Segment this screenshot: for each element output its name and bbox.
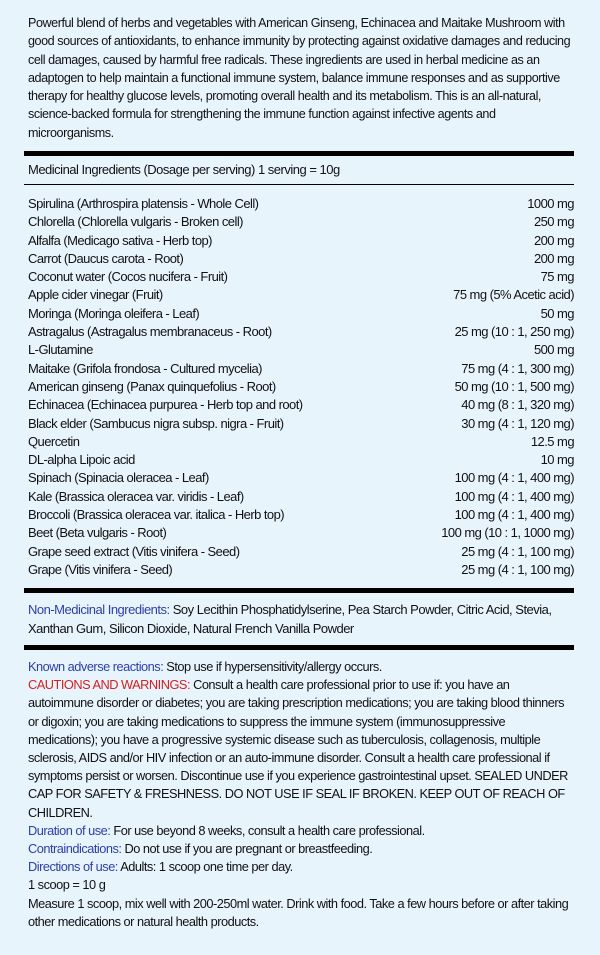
divider-thick-middle xyxy=(24,588,574,593)
ingredient-dose: 40 mg (8 : 1, 320 mg) xyxy=(461,397,574,413)
ingredient-row xyxy=(28,323,574,341)
ingredient-name: DL-alpha Lipoic acid xyxy=(28,452,135,468)
ingredient-dose: 25 mg (4 : 1, 100 mg) xyxy=(461,543,574,559)
ingredient-row xyxy=(28,524,574,542)
ingredient-dose: 75 mg (4 : 1, 300 mg) xyxy=(461,360,574,376)
ingredient-row xyxy=(28,488,574,506)
ingredient-row xyxy=(28,286,574,304)
ingredient-row xyxy=(28,360,574,378)
contraindications xyxy=(28,840,576,858)
cautions-label: CAUTIONS AND WARNINGS: xyxy=(28,677,191,693)
ingredient-dose: 75 mg xyxy=(540,269,574,285)
ingredient-table xyxy=(28,195,574,579)
ingredient-row xyxy=(28,415,574,433)
ingredient-dose: 100 mg (10 : 1, 1000 mg) xyxy=(441,525,574,541)
ingredient-name: Spinach (Spinacia oleracea - Leaf) xyxy=(28,470,209,486)
ingredient-dose: 200 mg xyxy=(533,250,574,266)
ingredient-dose: 25 mg (4 : 1, 100 mg) xyxy=(461,561,574,577)
ingredient-row xyxy=(28,232,574,250)
divider-thick-top xyxy=(24,151,574,156)
serving-header: Medicinal Ingredients (Dosage per serving) 1 serving = 10g xyxy=(28,162,340,177)
ingredient-name: Echinacea (Echinacea purpurea - Herb top and root) xyxy=(28,397,303,413)
ingredient-dose: 200 mg xyxy=(533,232,574,248)
ingredient-name: Alfalfa (Medicago sativa - Herb top) xyxy=(28,232,212,248)
non-medicinal-text: Soy Lecithin Phosphatidylserine, Pea Starch Powder, Citric Acid, Stevia, Xanthan Gum, Silicon Dioxide, Natural French Vanilla Powder xyxy=(28,602,552,636)
ingredient-dose: 250 mg xyxy=(533,214,574,230)
divider-thick-bottom xyxy=(24,645,574,650)
scoop-size: 1 scoop = 10 g xyxy=(28,877,106,893)
ingredient-dose: 10 mg xyxy=(540,452,574,468)
ingredient-dose: 1000 mg xyxy=(527,196,574,211)
ingredient-name: Apple cider vinegar (Fruit) xyxy=(28,287,163,303)
ingredient-row xyxy=(28,469,574,487)
ingredient-dose: 30 mg (4 : 1, 120 mg) xyxy=(461,415,574,431)
directions-text: Adults: 1 scoop one time per day. xyxy=(117,859,293,875)
ingredient-row xyxy=(28,561,574,579)
ingredient-row xyxy=(28,268,574,286)
adverse-text: Stop use if hypersensitivity/allergy occurs. xyxy=(163,659,382,674)
ingredient-row xyxy=(28,451,574,469)
cautions-warnings xyxy=(28,676,576,822)
product-description: Powerful blend of herbs and vegetables with American Ginseng, Echinacea and Maitake Mushroom with good sources of antioxidants, to enhance immunity by protecting against oxidative damages and reducing cell damages, caused by harmful free radicals. These ingredients are used in herbal medicine as an adaptogen to help maintain a functional immune system, balance immune responses and as supportive therapy for healthy glucose levels, promoting overall health and its metabolism. This is an all-natural, science-backed formula for strengthening the immune function against infective agents and microorganisms. xyxy=(28,16,571,140)
ingredient-row xyxy=(28,195,574,213)
ingredient-name: Grape seed extract (Vitis vinifera - Seed) xyxy=(28,543,240,559)
ingredient-name: Broccoli (Brassica oleracea var. italica - Herb top) xyxy=(28,507,285,523)
non-medicinal-section xyxy=(28,600,576,638)
ingredient-name: Carrot (Daucus carota - Root) xyxy=(28,250,184,266)
warnings-section xyxy=(28,658,576,931)
ingredient-row xyxy=(28,250,574,268)
ingredient-row xyxy=(28,433,574,451)
ingredient-row xyxy=(28,543,574,561)
ingredient-dose: 50 mg xyxy=(540,305,574,321)
duration-of-use xyxy=(28,822,576,840)
ingredient-name: Astragalus (Astragalus membranaceus - Root) xyxy=(28,324,272,340)
ingredient-name: Beet (Beta vulgaris - Root) xyxy=(28,525,167,541)
ingredient-name: American ginseng (Panax quinquefolius - Root) xyxy=(28,378,276,394)
ingredient-name: Kale (Brassica oleracea var. viridis - Leaf) xyxy=(28,488,244,504)
cautions-text: Consult a health care professional prior to use if: you have an autoimmune disorder or diabetes; you are taking prescription medications; you are taking blood thinners or digoxin; you are taking medications to suppress the immune system (immunosuppressive medications); you have a progressive systemic disease such as tuberculosis, collagenosis, multiple sclerosis, AIDS and/or HIV infection or an auto-immune disorder. Consult a health care professional if symptoms persist or worsen. Discontinue use if you experience gastrointestinal upset. SEALED UNDER CAP FOR SAFETY & FRESHNESS. DO NOT USE IF SEAL IF BROKEN. KEEP OUT OF REACH OF CHILDREN. xyxy=(28,677,568,820)
ingredient-dose: 25 mg (10 : 1, 250 mg) xyxy=(454,324,574,340)
ingredient-row xyxy=(28,341,574,359)
contraindications-text: Do not use if you are pregnant or breastfeeding. xyxy=(121,841,373,857)
ingredient-row xyxy=(28,305,574,323)
ingredient-dose: 100 mg (4 : 1, 400 mg) xyxy=(454,488,574,504)
ingredient-dose: 75 mg (5% Acetic acid) xyxy=(453,287,574,303)
ingredient-name: Moringa (Moringa oleifera - Leaf) xyxy=(28,305,200,321)
ingredient-name: Maitake (Grifola frondosa - Cultured mycelia) xyxy=(28,360,262,376)
ingredient-row xyxy=(28,213,574,231)
ingredient-dose: 100 mg (4 : 1, 400 mg) xyxy=(454,470,574,486)
non-medicinal-label: Non-Medicinal Ingredients: xyxy=(28,602,170,617)
ingredient-name: Spirulina (Arthrospira platensis - Whole Cell) xyxy=(28,196,259,211)
ingredient-row xyxy=(28,378,574,396)
adverse-label: Known adverse reactions: xyxy=(28,659,164,674)
adverse-reactions xyxy=(28,658,576,676)
ingredient-name: Black elder (Sambucus nigra subsp. nigra - Fruit) xyxy=(28,415,284,431)
directions-of-use xyxy=(28,858,576,876)
ingredient-dose: 500 mg xyxy=(533,342,574,358)
ingredient-dose: 100 mg (4 : 1, 400 mg) xyxy=(454,507,574,523)
ingredient-row xyxy=(28,396,574,414)
duration-label: Duration of use: xyxy=(28,822,111,838)
ingredient-row xyxy=(28,506,574,524)
ingredient-dose: 50 mg (10 : 1, 500 mg) xyxy=(454,378,574,394)
ingredient-name: Grape (Vitis vinifera - Seed) xyxy=(28,561,173,577)
ingredient-name: Quercetin xyxy=(28,433,80,449)
directions-label: Directions of use: xyxy=(28,859,118,875)
ingredient-name: Coconut water (Cocos nucifera - Fruit) xyxy=(28,269,228,285)
measure-instructions: Measure 1 scoop, mix well with 200-250ml water. Drink with food. Take a few hours before or after taking other medications or natural health products. xyxy=(28,895,569,929)
duration-text: For use beyond 8 weeks, consult a health care professional. xyxy=(110,822,425,838)
ingredient-name: Chlorella (Chlorella vulgaris - Broken cell) xyxy=(28,214,243,230)
contraindications-label: Contraindications: xyxy=(28,841,122,857)
ingredient-dose: 12.5 mg xyxy=(530,433,574,449)
divider-thin xyxy=(24,184,574,185)
ingredient-name: L-Glutamine xyxy=(28,342,93,358)
